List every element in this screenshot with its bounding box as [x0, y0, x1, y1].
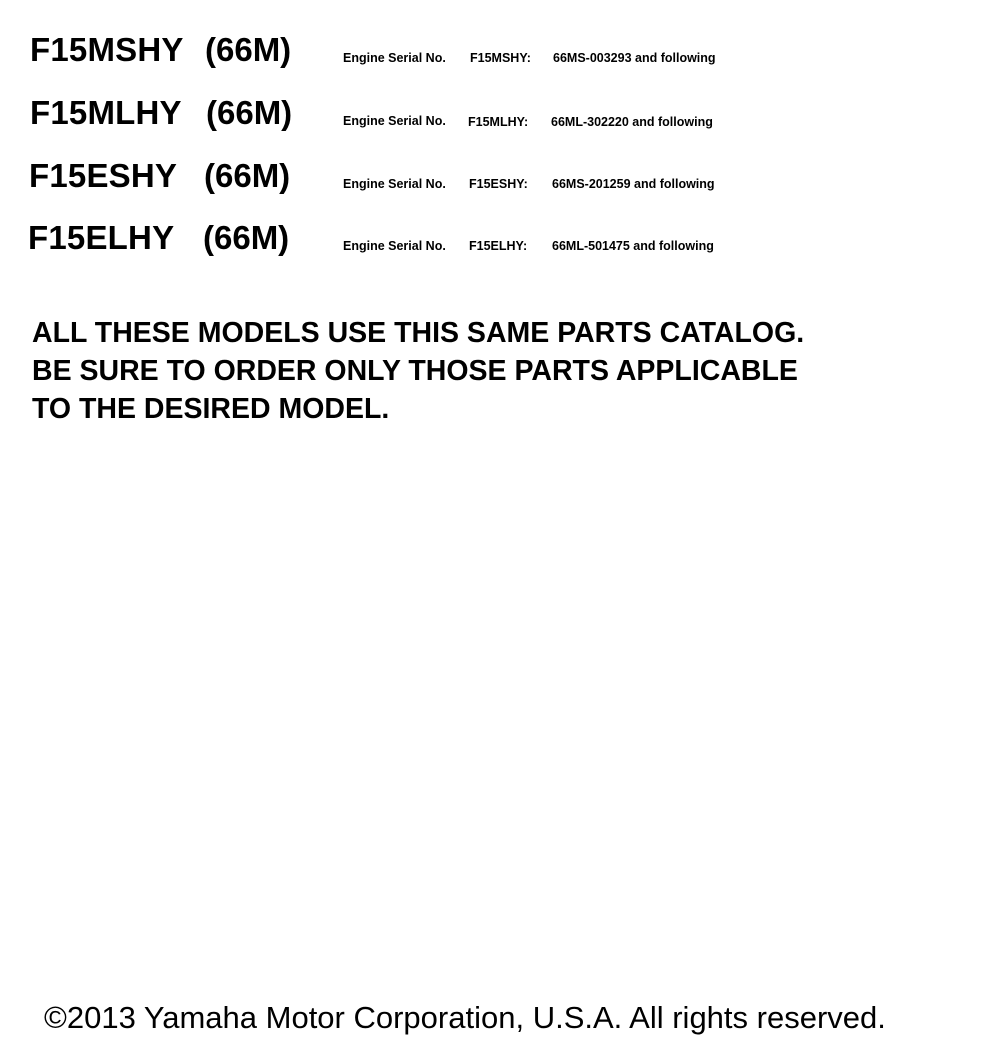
model-name: F15ELHY [28, 219, 175, 256]
model-row-f15mshy [0, 30, 1000, 80]
model-code: (66M) [204, 157, 291, 194]
notice-line-2: BE SURE TO ORDER ONLY THOSE PARTS APPLICABLE [32, 355, 798, 387]
serial-model: F15ESHY: [469, 177, 528, 191]
model-row-f15mlhy [0, 93, 1000, 143]
model-code: (66M) [205, 31, 292, 68]
serial-label: Engine Serial No. [343, 177, 446, 191]
model-row-f15elhy [0, 218, 1000, 268]
model-code: (66M) [206, 94, 293, 131]
serial-number: 66ML-302220 and following [551, 115, 713, 129]
copyright-notice: ©2013 Yamaha Motor Corporation, U.S.A. All rights reserved. [44, 1000, 886, 1035]
serial-model: F15ELHY: [469, 239, 528, 253]
notice-line-3: TO THE DESIRED MODEL. [32, 393, 390, 425]
model-code: (66M) [203, 219, 290, 256]
model-name: F15MLHY [30, 94, 182, 131]
model-row-f15eshy [0, 156, 1000, 206]
serial-label: Engine Serial No. [343, 114, 446, 128]
catalog-notice [32, 314, 932, 428]
serial-label: Engine Serial No. [343, 51, 446, 65]
serial-number: 66MS-003293 and following [553, 51, 716, 65]
serial-number: 66MS-201259 and following [552, 177, 715, 191]
model-name: F15MSHY [30, 31, 184, 68]
notice-line-1: ALL THESE MODELS USE THIS SAME PARTS CATALOG. [32, 317, 805, 349]
model-name: F15ESHY [29, 157, 178, 194]
serial-label: Engine Serial No. [343, 239, 446, 253]
serial-number: 66ML-501475 and following [552, 239, 714, 253]
serial-model: F15MLHY: [468, 115, 529, 129]
serial-model: F15MSHY: [470, 51, 531, 65]
